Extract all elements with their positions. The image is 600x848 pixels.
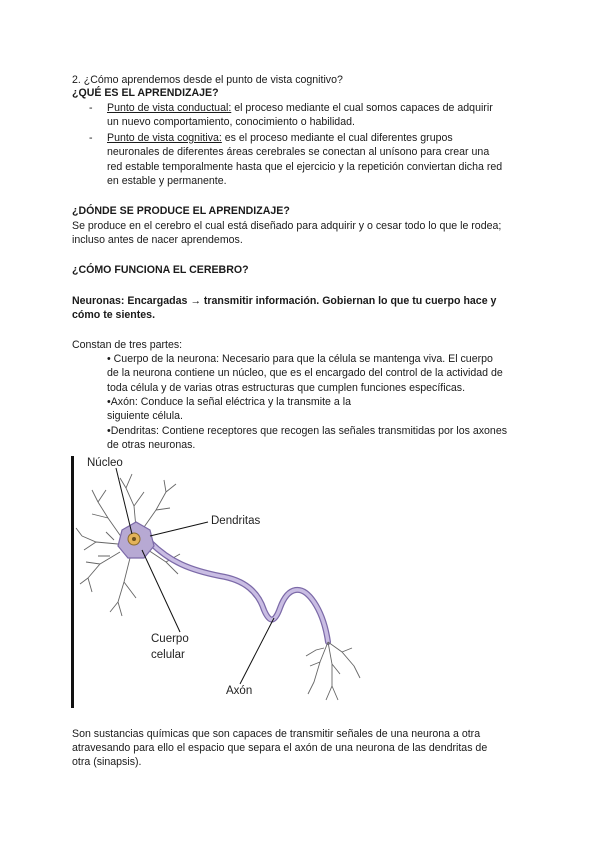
text-line: de la neurona contiene un núcleo, que es el encargado del control de la actividad de [107, 367, 503, 379]
heading-donde: ¿DÓNDE SE PRODUCE EL APRENDIZAJE? [72, 205, 290, 217]
text-line: un nuevo comportamiento, conocimiento o habilidad. [107, 116, 355, 128]
list-item-cognitiva [107, 131, 453, 145]
text-line: •Axón: Conduce la señal eléctrica y la transmite a la [107, 396, 351, 408]
text-line: neuronales de diferentes áreas cerebrales se conectan al unísono para crear una [107, 146, 490, 158]
label-axon: Axón [226, 685, 253, 697]
text-line: toda célula y de varias otras estructuras que cumplen funciones específicas. [107, 382, 466, 394]
neuron-diagram [70, 452, 370, 712]
text-line: red estable temporalmente hasta que el ejercicio y la repetición conviertan dicha red [107, 161, 503, 173]
term-conductual: Punto de vista conductual: [107, 102, 232, 114]
text-line: • Cuerpo de la neurona: Necesario para que la célula se mantenga viva. El cuerpo [107, 353, 493, 365]
label-nucleo: Núcleo [87, 457, 123, 469]
text-line: •Dendritas: Contiene receptores que recogen las señales transmitidas por los axones [107, 425, 508, 437]
heading-cerebro: ¿CÓMO FUNCIONA EL CEREBRO? [72, 264, 249, 276]
text-line: de otras neuronas. [107, 439, 196, 451]
label-celular: celular [151, 649, 185, 661]
conductual-text: el proceso mediante el cual somos capaces de adquirir [231, 102, 493, 114]
list-item-conductual [107, 101, 493, 115]
constan-text: Constan de tres partes: [72, 339, 183, 351]
neuronas-line-2: cómo te sientes. [72, 309, 156, 321]
text-line: en estable y permanente. [107, 175, 227, 187]
neuronas-line-1: Neuronas: Encargadas → transmitir información. Gobiernan lo que tu cuerpo hace y [72, 295, 497, 307]
text-line: atravesando para ello el espacio que separa el axón de una neurona de las dendritas de [72, 742, 488, 754]
term-cognitiva: Punto de vista cognitiva: [107, 132, 222, 144]
question-text: 2. ¿Cómo aprendemos desde el punto de vista cognitivo? [72, 74, 343, 86]
text-line: otra (sinapsis). [72, 756, 142, 768]
label-dendritas: Dendritas [211, 515, 261, 527]
text-line: incluso antes de nacer aprendemos. [72, 234, 243, 246]
heading-que-es-aprendizaje: ¿QUÉ ES EL APRENDIZAJE? [72, 87, 219, 99]
text-line: Se produce en el cerebro el cual está diseñado para adquirir y o cesar todo lo que le rodea; [72, 220, 502, 232]
cognitiva-text: es el proceso mediante el cual diferentes grupos [221, 132, 453, 144]
label-cuerpo: Cuerpo [151, 633, 189, 645]
list-dash: - [89, 102, 93, 114]
text-line: Son sustancias químicas que son capaces de transmitir señales de una neurona a otra [72, 728, 481, 740]
leader-lines [116, 468, 274, 684]
list-dash: - [89, 132, 93, 144]
axon-terminals [306, 642, 360, 700]
text-line: siguiente célula. [107, 410, 183, 422]
